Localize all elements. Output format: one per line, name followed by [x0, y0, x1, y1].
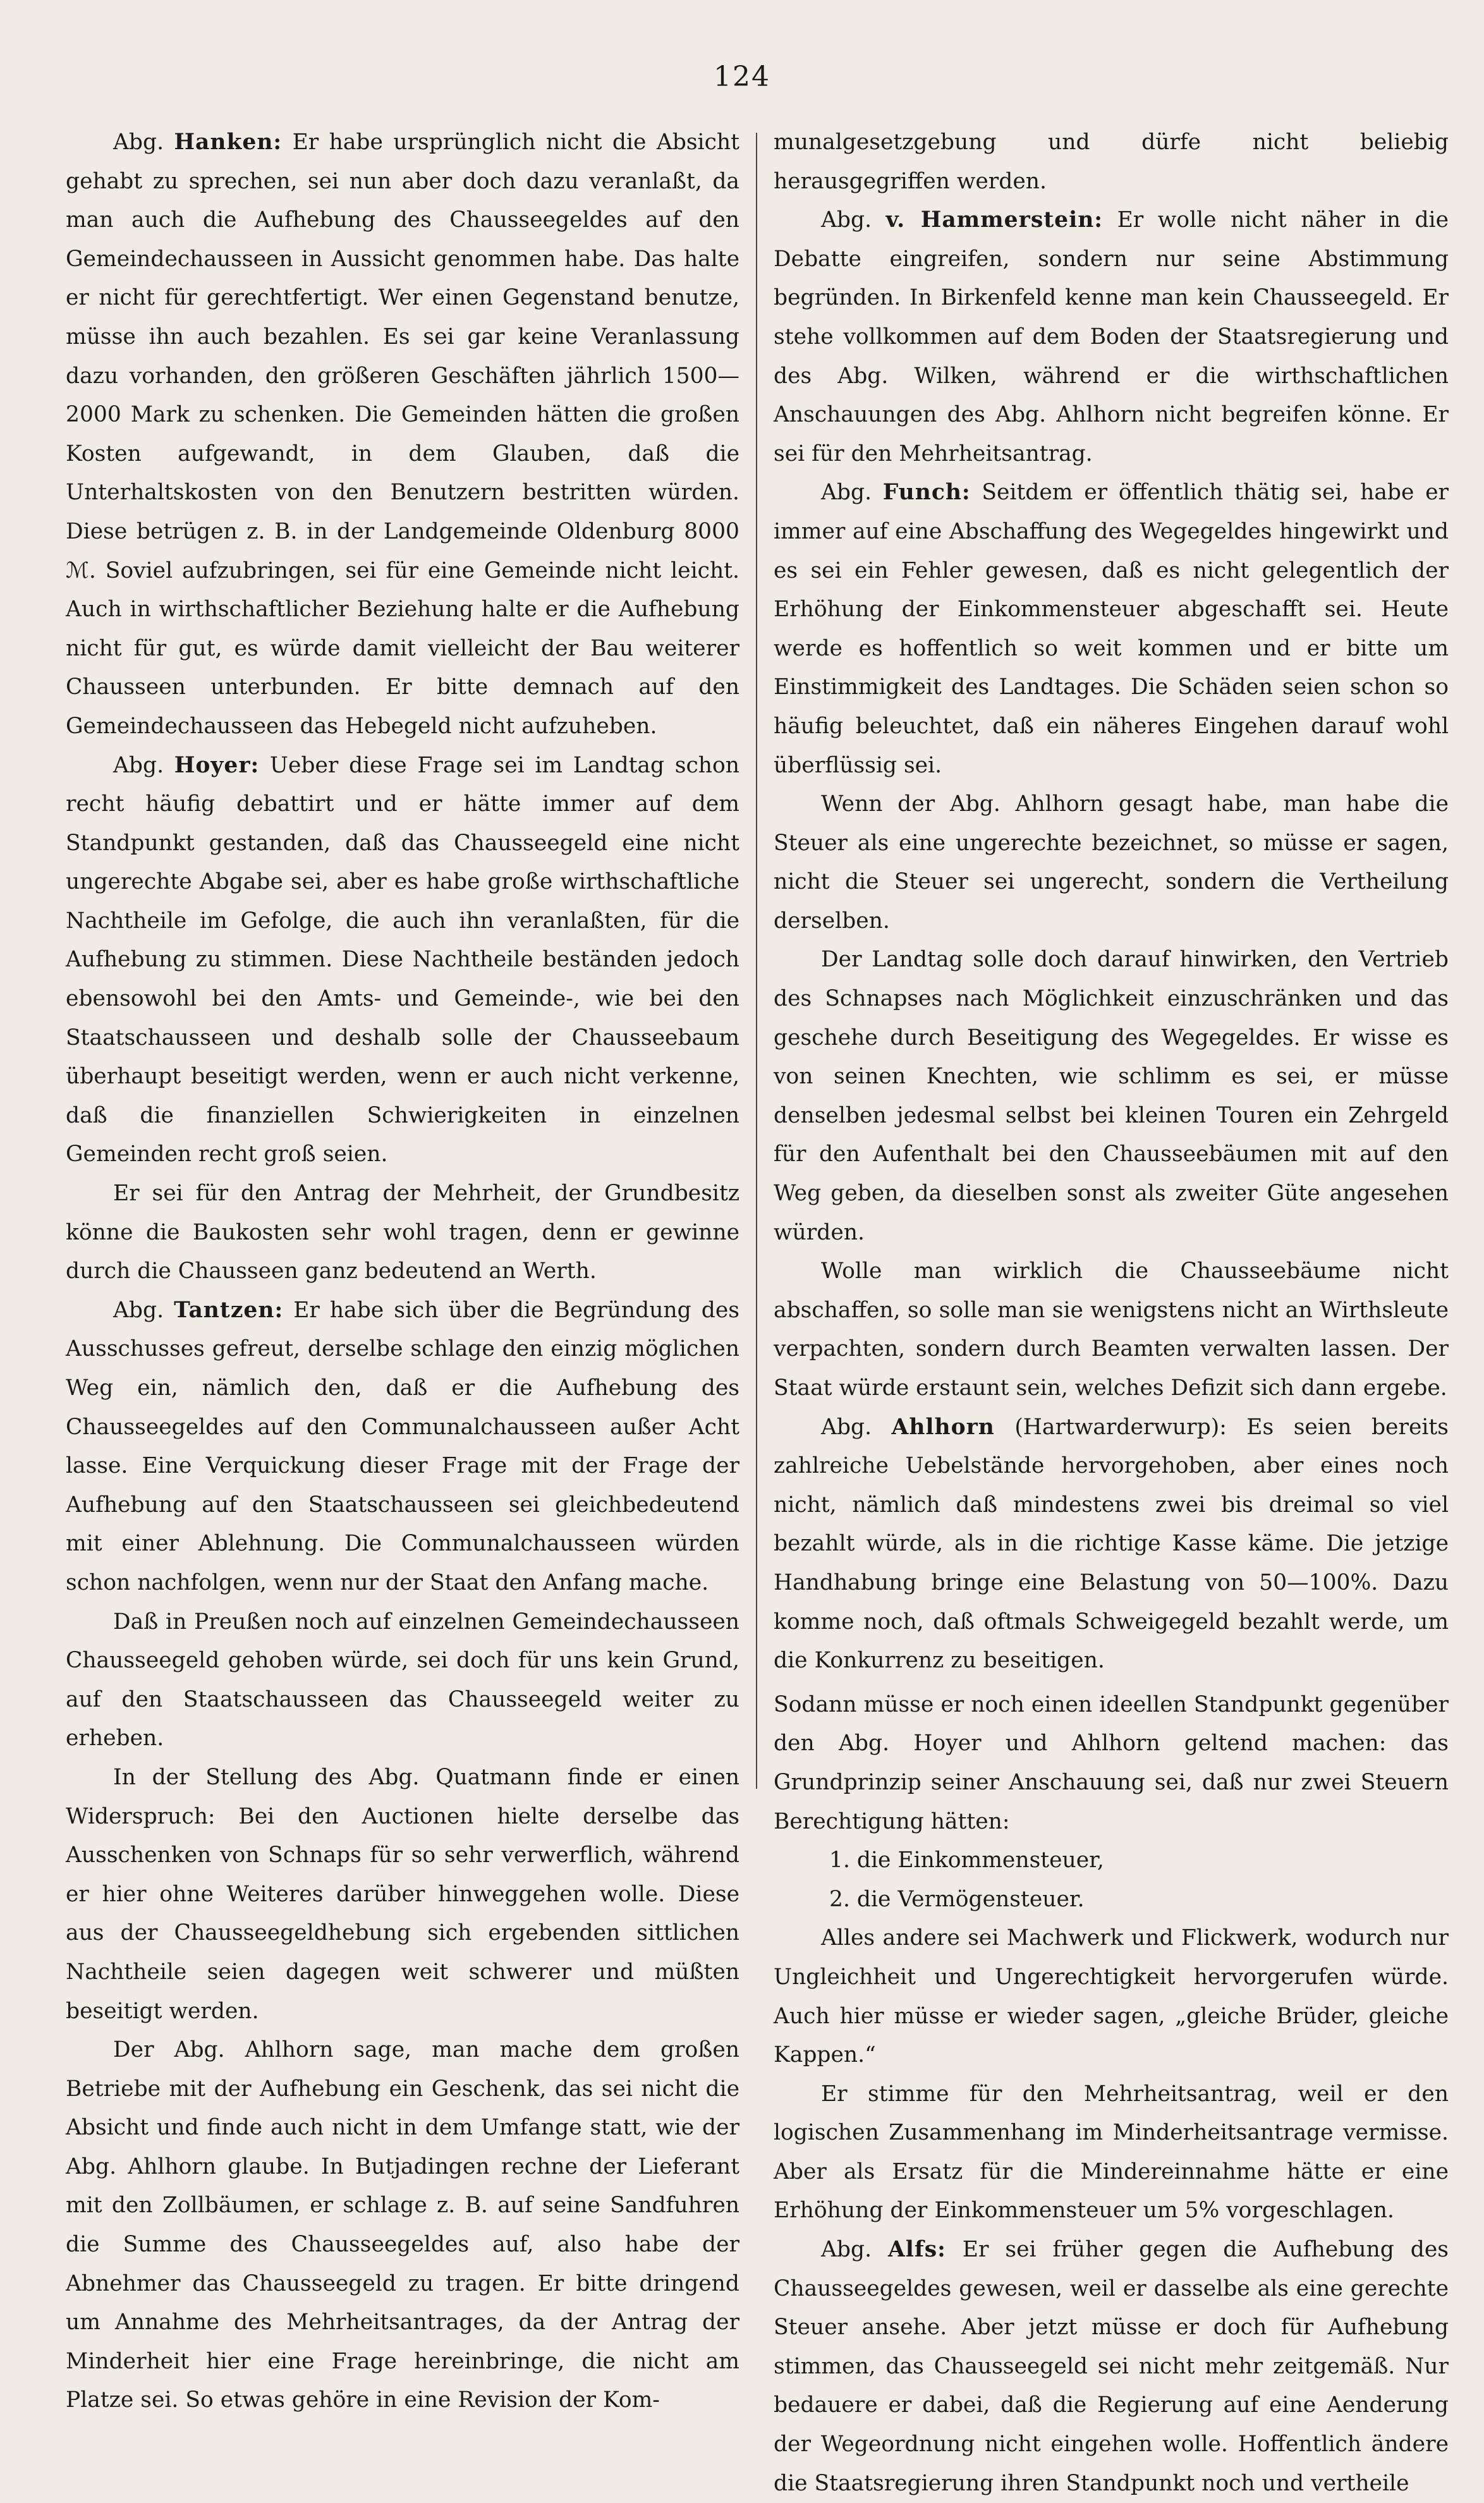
paragraph: [774, 123, 1449, 201]
paragraph-text: Ueber diese Frage sei im Landtag schon recht häufig debattirt und er hätte immer auf dem Standpunkt gestanden, daß das Chausseegeld eine nicht ungerechte Abgabe sei, aber es habe große wirthschaftliche Nachtheile im Gefolge, die auch ihn veranlaßten, für die Aufhebung zu stimmen. Diese Nachtheile beständen jedoch ebensowohl bei den Amts- und Gemeinde-, wie bei den Staatschausseen und deshalb solle der Chausseebaum überhaupt beseitigt werden, wenn er auch nicht verkenne, daß die finanziellen Schwierigkeiten in einzelnen Gemeinden recht groß seien.: [66, 752, 739, 1167]
speaker-prefix: Abg.: [821, 1414, 892, 1440]
paragraph: [774, 941, 1449, 1252]
paragraph-text: Der Abg. Ahlhorn sage, man mache dem großen Betriebe mit der Aufhebung ein Geschenk, das sei nicht die Absicht und finde auch nicht in dem Umfange statt, wie der Abg. Ahlhorn glaube. In Butjadingen rechne der Lieferant mit den Zollbäumen, er schlage z. B. auf seine Sandfuhren die Summe des Chausseegeldes auf, also habe der Abnehmer das Chausseegeld zu tragen. Er bitte dringend um Annahme des Mehrheitsantrages, da der Antrag der Minderheit hier eine Frage hereinbringe, die nicht am Platze sei. So etwas gehöre in eine Revision der Kom-: [66, 2037, 739, 2413]
paragraph: [774, 2075, 1449, 2231]
paragraph: [66, 123, 739, 746]
paragraph: [774, 1919, 1449, 2074]
paragraph-text: Er habe sich über die Begründung des Ausschusses gefreut, derselbe schlage den einzig möglichen Weg ein, nämlich den, daß er die Aufhebung des Chausseegeldes auf den Communalchausseen außer Acht lasse. Eine Verquickung dieser Frage mit der Frage der Aufhebung auf den Staatschausseen sei gleichbedeutend mit einer Ablehnung. Die Communalchausseen würden schon nachfolgen, wenn nur der Staat den Anfang mache.: [66, 1297, 739, 1595]
paragraph-text: Daß in Preußen noch auf einzelnen Gemeindechausseen Chausseegeld gehoben würde, sei doch für uns kein Grund, auf den Staatschausseen das Chausseegeld weiter zu erheben.: [66, 1609, 739, 1751]
paragraph: [774, 785, 1449, 941]
paragraph: [66, 1291, 739, 1603]
paragraph-text: munalgesetzgebung und dürfe nicht beliebig herausgegriffen werden.: [774, 130, 1449, 194]
paragraph-text: Wolle man wirklich die Chausseebäume nicht abschaffen, so solle man sie wenigstens nicht an Wirthsleute verpachten, sondern durch Beamten verwalten lassen. Der Staat würde erstaunt sein, welches Defizit sich dann ergebe.: [774, 1258, 1449, 1401]
paragraph-text: Er sei für den Antrag der Mehrheit, der Grundbesitz könne die Baukosten sehr wohl tragen, denn er gewinne durch die Chausseen ganz bedeutend an Werth.: [66, 1181, 739, 1284]
paragraph-text: Sodann müsse er noch einen ideellen Standpunkt gegenüber den Abg. Hoyer und Ahlhorn geltend machen: das Grundprinzip seiner Anschauung sei, daß nur zwei Steuern Berechtigung hätten:: [774, 1691, 1449, 1834]
paragraph: [774, 1686, 1449, 1841]
speaker-name: Hoyer:: [174, 752, 260, 778]
paragraph: [66, 2031, 739, 2420]
paragraph-text: (Hartwarderwurp): Es seien bereits zahlreiche Uebelstände hervorgehoben, aber eines noch nicht, nämlich daß mindestens zwei bis dreimal so viel bezahlt würde, als in die richtige Kasse käme. Die jetzige Handhabung bringe eine Belastung von 50—100%. Dazu komme noch, daß oftmals Schweigegeld bezahlt werde, um die Konkurrenz zu beseitigen.: [774, 1414, 1449, 1674]
speaker-name: v. Hammerstein:: [885, 207, 1104, 233]
speaker-name: Hanken:: [174, 130, 283, 155]
column-divider: [756, 133, 757, 1789]
paragraph: [66, 1174, 739, 1291]
paragraph: [774, 1841, 1449, 1880]
right-column: [774, 123, 1449, 2496]
speaker-name: Alfs:: [888, 2237, 946, 2263]
paragraph-text: 1. die Einkommensteuer,: [829, 1848, 1104, 1873]
paragraph-text: Er wolle nicht näher in die Debatte eingreifen, sondern nur seine Abstimmung begründen. In Birkenfeld kenne man kein Chausseegeld. Er stehe vollkommen auf dem Boden der Staatsregierung und des Abg. Wilken, während er die wirthschaftlichen Anschauungen des Abg. Ahlhorn nicht begreifen könne. Er sei für den Mehrheitsantrag.: [774, 207, 1449, 466]
speaker-prefix: Abg.: [821, 207, 886, 233]
paragraph: [66, 1603, 739, 1758]
paragraph-text: In der Stellung des Abg. Quatmann finde er einen Widerspruch: Bei den Auctionen hielte derselbe das Ausschenken von Schnaps für so sehr verwerflich, während er hier ohne Weiteres darüber hinweggehen wolle. Diese aus der Chausseegeldhebung sich ergebenden sittlichen Nachtheile seien dagegen weit schwerer und müßten beseitigt werden.: [66, 1764, 739, 2024]
paragraph: [66, 1758, 739, 2031]
paragraph-text: Seitdem er öffentlich thätig sei, habe er immer auf eine Abschaffung des Wegegeldes hingewirkt und es sei ein Fehler gewesen, daß es nicht gelegentlich der Erhöhung der Einkommensteuer abgeschafft sei. Heute werde es hoffentlich so weit kommen und er bitte um Einstimmigkeit des Landtages. Die Schäden seien schon so häufig beleuchtet, daß ein näheres Eingehen darauf wohl überflüssig sei.: [774, 480, 1449, 778]
page-number: 124: [714, 61, 770, 93]
paragraph: [774, 1880, 1449, 1920]
speaker-prefix: Abg.: [821, 480, 883, 506]
paragraph: [66, 746, 739, 1175]
paragraph-text: Der Landtag solle doch darauf hinwirken, den Vertrieb des Schnapses nach Möglichkeit einzuschränken und das geschehe durch Beseitigung des Wegegeldes. Er wisse es von seinen Knechten, wie schlimm es sei, er müsse denselben jedesmal selbst bei kleinen Touren ein Zehrgeld für den Aufenthalt bei den Chausseebäumen mit auf den Weg geben, da dieselben sonst als zweiter Güte angesehen würden.: [774, 947, 1449, 1245]
speaker-prefix: Abg.: [821, 2237, 888, 2263]
speaker-name: Ahlhorn: [891, 1414, 995, 1440]
paragraph-text: 2. die Vermögensteuer.: [829, 1886, 1085, 1912]
speaker-prefix: Abg.: [113, 752, 174, 778]
paragraph-text: Er stimme für den Mehrheitsantrag, weil er den logischen Zusammenhang im Minderheitsantrage vermisse. Aber als Ersatz für die Mindereinnahme hätte er eine Erhöhung der Einkommensteuer um 5% vorgeschlagen.: [774, 2081, 1449, 2224]
paragraph: [774, 201, 1449, 473]
speaker-name: Tantzen:: [174, 1297, 284, 1323]
paragraph: [774, 2231, 1449, 2503]
paragraph: [774, 1252, 1449, 1408]
speaker-prefix: Abg.: [113, 130, 174, 155]
paragraph-text: Alles andere sei Machwerk und Flickwerk, wodurch nur Ungleichheit und Ungerechtigkeit hervorgerufen würde. Auch hier müsse er wieder sagen, „gleiche Brüder, gleiche Kappen.“: [774, 1925, 1449, 2068]
paragraph: [774, 473, 1449, 785]
paragraph-text: Er habe ursprünglich nicht die Absicht gehabt zu sprechen, sei nun aber doch dazu veranlaßt, da man auch die Aufhebung des Chausseegeldes auf den Gemeindechausseen in Aussicht genommen habe. Das halte er nicht für gerechtfertigt. Wer einen Gegenstand benutze, müsse ihn auch bezahlen. Es sei gar keine Veranlassung dazu vorhanden, den größeren Geschäften jährlich 1500—2000 Mark zu schenken. Die Gemeinden hätten die großen Kosten aufgewandt, in dem Glauben, daß die Unterhaltskosten von den Benutzern bestritten würden. Diese betrügen z. B. in der Landgemeinde Oldenburg 8000 ℳ. Soviel aufzubringen, sei für eine Gemeinde nicht leicht. Auch in wirthschaftlicher Beziehung halte er die Aufhebung nicht für gut, es würde damit vielleicht der Bau weiterer Chausseen unterbunden. Er bitte demnach auf den Gemeindechausseen das Hebegeld nicht aufzuheben.: [66, 130, 739, 739]
left-column: [66, 123, 739, 2413]
speaker-name: Funch:: [882, 480, 971, 506]
paragraph-text: Wenn der Abg. Ahlhorn gesagt habe, man habe die Steuer als eine ungerechte bezeichnet, so müsse er sagen, nicht die Steuer sei ungerecht, sondern die Vertheilung derselben.: [774, 791, 1449, 934]
speaker-prefix: Abg.: [113, 1297, 174, 1323]
paragraph: [774, 1408, 1449, 1681]
paragraph-text: Er sei früher gegen die Aufhebung des Chausseegeldes gewesen, weil er dasselbe als eine gerechte Steuer ansehe. Aber jetzt müsse er doch für Aufhebung stimmen, das Chausseegeld sei nicht mehr zeitgemäß. Nur bedauere er dabei, daß die Regierung auf eine Aenderung der Wegeordnung nicht eingehen wolle. Hoffentlich ändere die Staatsregierung ihren Standpunkt noch und vertheile: [774, 2237, 1449, 2496]
